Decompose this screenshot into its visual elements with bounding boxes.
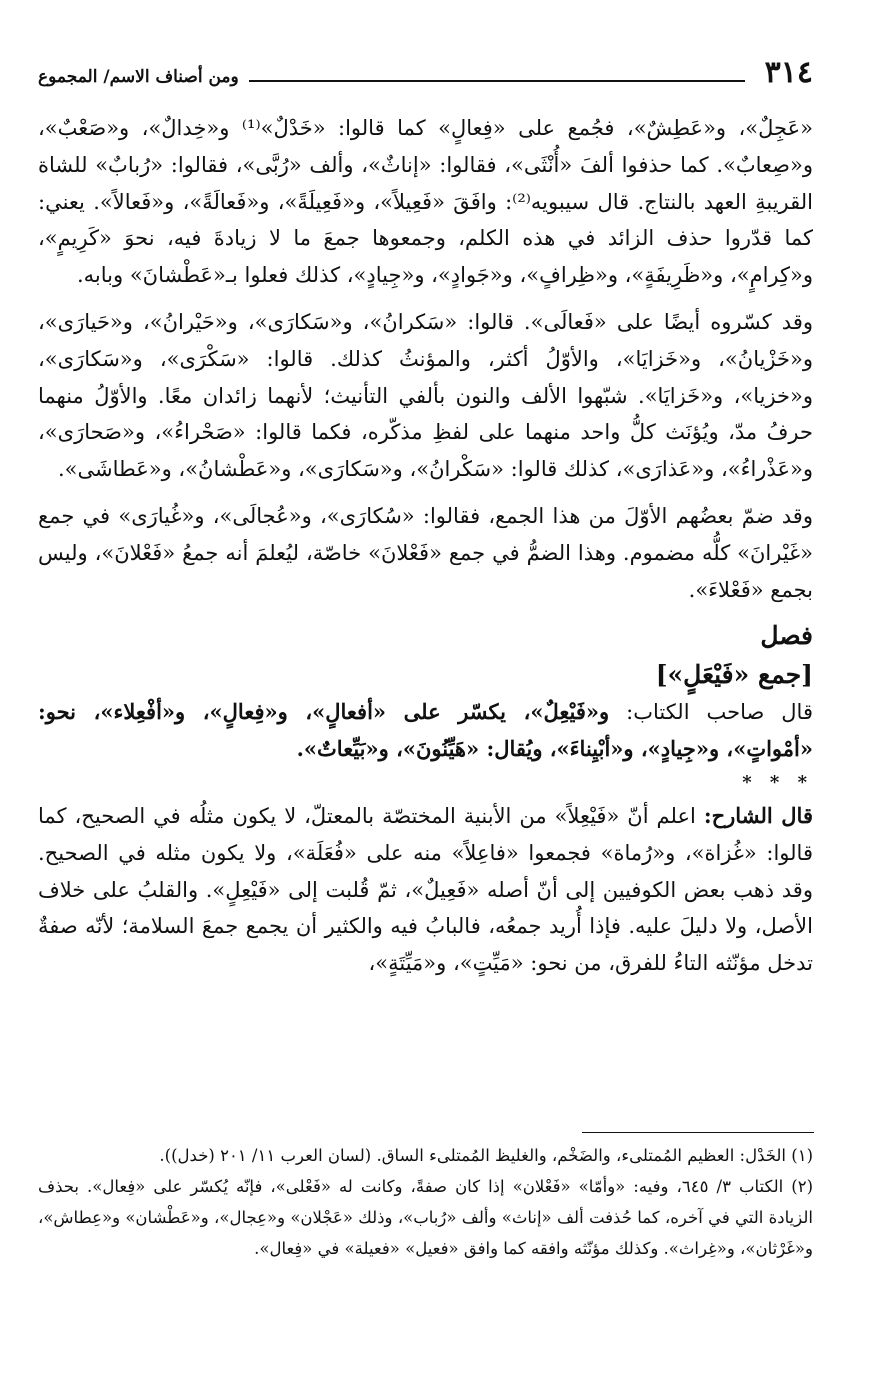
sharh-label: قال الشارح: (703, 802, 813, 828)
section-title: فصل (760, 621, 813, 651)
sharh-text: اعلم أنّ «فَيْعِلاً» من الأبنية المختصّة بالمعتلّ، لا يكون مثلُه في الصحيح، كما قالوا: «غُزاة»، و«رُماة» فجمعوا «فاعِلاً» منه على «فُعَلَة»، ولا يكون مثله في الصحيح. وقد ذهب بعض الكوفيين إلى أنّ أصله «فَعِيلٌ»، ثمّ قُلبت إلى «فَيْعِلٍ». والقلبُ على خلاف الأصل، ولا دليلَ عليه. فإذا أُريد جمعُه، فالبابُ فيه والكثير أن يجمع جمعَ السلامة؛ لأنّه صفةٌ تدخل مؤنّثه التاءُ للفرق، من نحو: «مَيِّتٍ»، و«مَيِّتَةٍ»، (38, 803, 813, 976)
footnote-1: (١) الخَدْل: العظيم المُمتلىء، والضَخْم، والغليظ المُمتلىء الساق. (لسان العرب ١١/ ٢٠١ (خدل)). (159, 1146, 813, 1165)
separator-stars: * * * (742, 771, 813, 793)
paragraph-3: وقد ضمّ بعضُهم الأوّلَ من هذا الجمع، فقالوا: «سُكارَى»، و«عُجالَى»، و«غُيارَى» في جمع «غَيْرانَ» كلُّه مضموم. وهذا الضمُّ في جمع «فَعْلانَ» خاصّة، ليُعلمَ أنه جمعُ «فَعْلانَ»، وليس بجمع «فَعْلاءَ». (38, 503, 813, 602)
sharh-paragraph (38, 798, 813, 982)
paragraph-2: وقد كسّروه أيضًا على «فَعالَى». قالوا: «سَكرانُ»، و«سَكارَى»، و«حَيْرانُ»، و«حَيارَى»، و«خَزْيانُ»، و«خَزايَا»، والأوّلُ أكثر، والمؤنثُ كذلك. قالوا: «سَكْرَى»، و«سَكارَى»، و«خزيا»، و«خَزايَا». شبّهوا الألف والنون بألفي التأنيث؛ لأنهما زائدان معًا. والأوّلُ منهما حرفُ مدّ، ويُؤنَث كلُّ واحد منهما على لفظِ مذكّره، فكما قالوا: «صَحْراءُ»، و«صَحارَى»، و«عَذْراءُ»، و«عَذارَى»، كذلك قالوا: «سَكْرانُ»، و«سَكارَى»، و«عَطْشانُ»، و«عَطاشَى». (38, 309, 813, 482)
matn-intro: قال صاحب الكتاب: (626, 700, 813, 725)
page-header (38, 48, 813, 88)
footnote-2: (٢) الكتاب ٣/ ٦٤٥، وفيه: «وأمّا» «فَعْلان» إذا كان صفةً، وكانت له «فَعْلى»، فإنّه يُكسّر على «فِعال». بحذف الزيادة التي في آخره، كما حُذفت ألف «إناث» وألف «رُباب»، وذلك «عَجْلان» و«عِجال»، و«عَطْشان» و«عِطاش»، و«غَرْثان»، و«غِراث». وكذلك مؤنّثه وافقه كما وافق «فعيل» «فعيلة» في «فِعال». (38, 1177, 813, 1258)
paragraph-1: «عَجِلٌ»، و«عَطِشٌ»، فجُمع على «فِعالٍ» كما قالوا: «خَدْلٌ»⁽¹⁾ و«خِدالٌ»، و«صَعْبٌ»، و«صِعابٌ». كما حذفوا ألفَ «أُنْثَى»، فقالوا: «إناثٌ»، وألف «رُبَّى»، فقالوا: «رُبابٌ» للشاة القريبةِ العهد بالنتاج. قال سيبويه⁽²⁾: وافَقَ «فَعِيلاً»، و«فَعِيلَةً»، و«فَعالَةً»، و«فَعالاً». يعني: كما قدّروا حذف الزائد في هذه الكلم، وجمعوها جمعَ ما لا زيادةَ فيه، نحوَ «كَرِيمٍ»، و«كِرامٍ»، و«ظَرِيفَةٍ»، و«ظِرافٍ»، و«جَوادٍ»، و«جِيادٍ»، كذلك فعلوا بـ«عَطْشانَ» وبابه. (38, 116, 814, 288)
main-text (38, 110, 813, 982)
running-title: ومن أصناف الاسم/ المجموع (38, 67, 239, 87)
matn-paragraph (38, 694, 813, 768)
page-number: ٣١٤ (764, 55, 813, 90)
header-rule (249, 80, 745, 82)
footnotes (38, 1140, 813, 1264)
section-subtitle: [جمع «فَيْعَلٍ»] (655, 660, 813, 690)
footnote-rule (582, 1132, 814, 1133)
matn-text: و«فَيْعِلٌ»، يكسّر على «أفعالٍ»، و«فِعالٍ»، و«أفْعِلاء»، نحو: «أمْواتٍ»، و«جِيادٍ»، و«أبْيِناءَ»، ويُقال: «هَيِّنُونَ»، و«بَيِّعاتٌ». (38, 699, 813, 762)
